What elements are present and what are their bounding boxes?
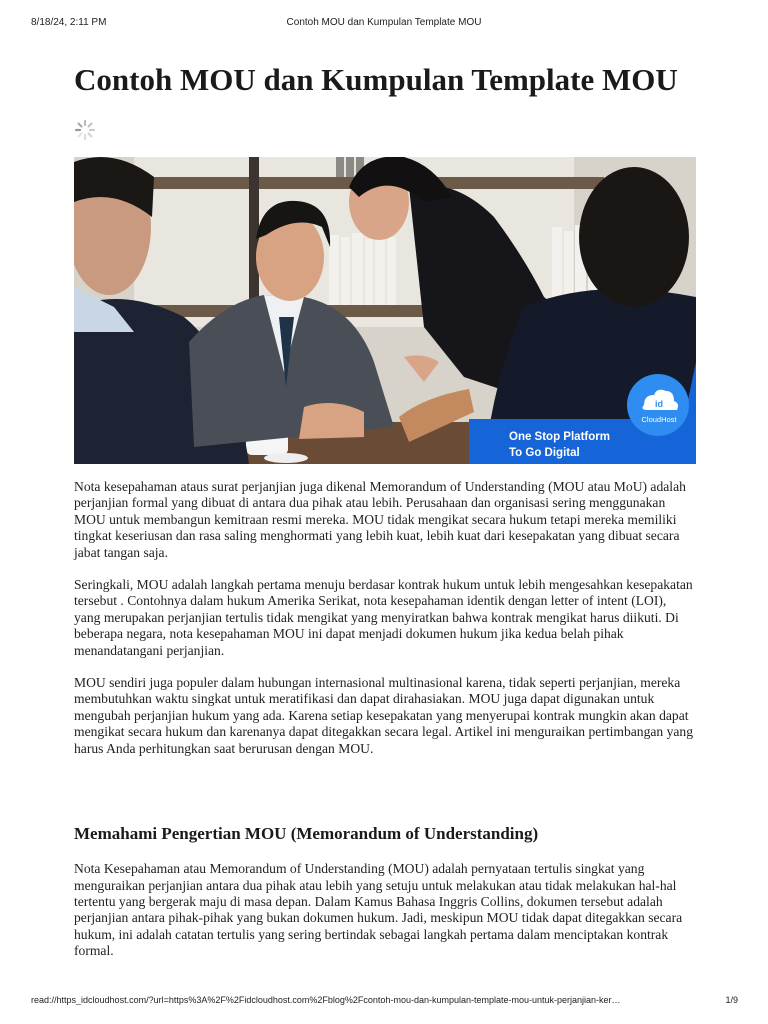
banner-line-1: One Stop Platform [509, 431, 610, 443]
paragraph-2: Seringkali, MOU adalah langkah pertama menuju berdasar kontrak hukum untuk lebih mengesahkan kesepakatan tersebut . Contohnya dalam hukum Amerika Serikat, nota kesepahaman identik dengan letter of intent (LOI), yang merupakan perjanjian tertulis tidak mengikat yang menyiratkan bahwa kontrak mengikat harus diikuti. Di beberapa negara, nota kesepahaman MOU ini dapat menjadi dokumen hukum jika kedua belah pihak menandatangani perjanjian. [74, 577, 693, 658]
hero-image [74, 157, 696, 464]
print-header [0, 14, 768, 30]
print-footer [0, 993, 768, 1009]
paragraph-3: MOU sendiri juga populer dalam hubungan internasional multinasional karena, tidak seperti perjanjian, mereka membutuhkan waktu singkat untuk meratifikasi dan dapat dirahasiakan. MOU juga dapat digunakan untuk mengubah perjanjian hukum yang ada. Karena setiap kesepakatan yang menyerupai kontrak mungkin akan dapat mengikat secara hukum dan karenanya dapat ditegakkan secara legal. Artikel ini menguraikan pertimbangan yang harus Anda perhitungkan saat berurusan dengan MOU. [74, 675, 694, 756]
print-date: 8/18/24, 2:11 PM [31, 17, 107, 28]
article-body [74, 479, 696, 976]
page-title: Contoh MOU dan Kumpulan Template MOU [74, 62, 678, 97]
print-document-title: Contoh MOU dan Kumpulan Template MOU [286, 17, 482, 28]
page-number: 1/9 [725, 995, 738, 1005]
section-heading: Memahami Pengertian MOU (Memorandum of Understanding) [74, 824, 539, 844]
logo-mark: id [655, 399, 663, 409]
section-paragraph: Nota Kesepahaman atau Memorandum of Understanding (MOU) adalah pernyataan tertulis singkat yang menguraikan perjanjian antara dua pihak atau lebih yang setuju untuk melakukan atau tidak melakukan hal-hal tertentu yang bergerak maju di masa depan. Dalam Kamus Bahasa Inggris Collins, dokumen tersebut adalah perjanjian antara pihak-pihak yang bukan dokumen hukum. Jadi, meskipun MOU tidak dapat ditegakkan secara hukum, ini adalah catatan tertulis yang sering bertindak sebagai langkah pertama dalam menciptakan kontrak formal. [74, 861, 683, 959]
print-url: read://https_idcloudhost.com/?url=https%3A%2F%2Fidcloudhost.com%2Fblog%2Fcontoh-mou-dan-kumpulan-template-mou-untuk-perjanjian-ker… [31, 995, 621, 1005]
cloud-logo-icon [627, 374, 689, 436]
banner-line-2: To Go Digital [509, 447, 580, 459]
logo-text: CloudHost [641, 415, 677, 424]
paragraph-1: Nota kesepahaman ataus surat perjanjian juga dikenal Memorandum of Understanding (MOU atau MoU) adalah perjanjian formal yang dibuat di antara dua pihak atau lebih. Perusahaan dan organisasi sering menggunakan MOU untuk membangun kemitraan resmi mereka. MOU tidak mengikat secara hukum tetapi mereka memiliki tingkat keseriusan dan rasa saling menghormati yang lebih kuat, lebih kuat dari kesepakatan yang dibuat secara jabat tangan saja. [74, 479, 686, 560]
loading-spinner-icon [74, 119, 96, 141]
